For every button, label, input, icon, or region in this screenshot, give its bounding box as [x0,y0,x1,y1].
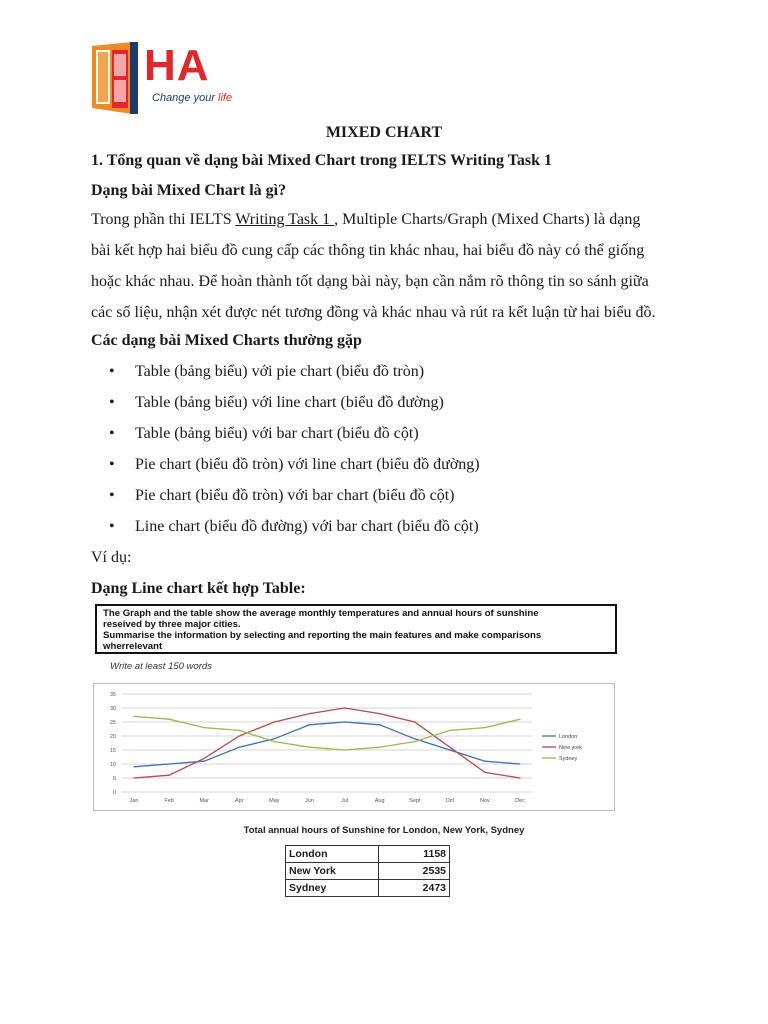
data-point [414,741,415,742]
y-tick-label: 0 [112,790,116,796]
company-logo [88,42,238,112]
data-point [204,758,205,759]
y-tick-label: 30 [109,706,116,712]
x-tick-label: Jan [129,798,139,804]
x-tick-label: Dec [515,798,525,804]
data-point [239,747,240,748]
data-point [168,775,169,776]
word-count-note: Write at least 150 words [110,661,212,672]
section-heading: 1. Tổng quan về dạng bài Mixed Chart trong IELTS Writing Task 1 [91,152,553,169]
table-row [286,846,450,863]
data-point [414,721,415,722]
y-tick-label: 5 [112,776,116,782]
table-row [286,880,450,897]
x-tick-label: Jun [305,798,314,804]
data-point [239,730,240,731]
list-item: • Table (bảng biểu) với bar chart (biểu đồ cột) [91,418,480,449]
data-point [309,747,310,748]
data-point [379,747,380,748]
data-point [204,727,205,728]
data-point [204,761,205,762]
list-item: • Line chart (biểu đồ đường) với bar chart (biểu đồ cột) [91,511,480,542]
logo-tagline: Change your life [152,92,233,104]
data-point [519,763,520,764]
y-tick-label: 20 [109,734,116,740]
subsection-heading-definition: Dạng bài Mixed Chart là gì? [91,182,287,199]
data-point [449,749,450,750]
y-tick-label: 35 [109,692,116,698]
writing-task-link[interactable]: Writing Task 1 [235,211,335,228]
series-line-sydney [134,716,520,750]
table-cell-city: Sydney [286,880,379,897]
series-line-new-york [134,708,520,778]
data-point [168,763,169,764]
logo-brand: HA [144,41,210,90]
line-chart-svg [94,684,614,810]
legend-label: New york [559,745,582,751]
table-row [286,863,450,880]
list-item: • Pie chart (biểu đồ tròn) với line chart (biểu đồ đường) [91,449,480,480]
data-point [414,738,415,739]
example-label: Ví dụ: [91,549,132,566]
data-point [379,713,380,714]
x-tick-label: Feb [164,798,174,804]
data-point [133,777,134,778]
door-logo-icon [88,42,144,114]
data-point [344,749,345,750]
data-point [484,727,485,728]
y-tick-label: 10 [109,762,116,768]
chart-type-list [91,356,480,542]
data-point [274,741,275,742]
data-point [168,719,169,720]
data-point [274,721,275,722]
data-point [133,766,134,767]
example-heading: Dạng Line chart kết hợp Table: [91,580,306,597]
list-item: • Table (bảng biểu) với pie chart (biểu đồ tròn) [91,356,480,387]
x-tick-label: Sept [409,798,421,804]
subsection-heading-types: Các dạng bài Mixed Charts thường gặp [91,332,362,349]
table-cell-hours: 2473 [379,880,450,897]
table-cell-city: New York [286,863,379,880]
task-prompt-box: The Graph and the table show the average monthly temperatures and annual hours of sunshine reseived by three major cities. Summarise the information by selecting and reporting the main features and make comparisons wherrelevant [95,604,617,654]
data-point [519,777,520,778]
data-point [484,761,485,762]
series-line-london [134,722,520,767]
x-tick-label: Oct [445,798,455,804]
legend-label: London [559,734,578,740]
data-point [449,730,450,731]
document-title: MIXED CHART [325,124,443,141]
x-tick-label: May [269,798,280,804]
legend-label: Sydney [559,756,578,762]
x-tick-label: Apr [234,798,244,804]
intro-paragraph: Trong phần thi IELTS Writing Task 1 , Multiple Charts/Graph (Mixed Charts) là dạng bài kết hợp hai biểu đồ cung cấp các thông tin khác nhau, hai biểu đồ này có thể giống hoặc khác nhau. Để hoàn thành tốt dạng bài này, bạn cần nắm rõ thông tin so sánh giữa các số liệu, nhận xét được nét tương đồng và khác nhau và rút ra kết luận từ hai biểu đồ. [91,211,656,321]
data-point [344,707,345,708]
list-item: • Pie chart (biểu đồ tròn) với bar chart (biểu đồ cột) [91,480,480,511]
data-point [239,735,240,736]
x-tick-label: Aug [374,798,385,804]
table-title: Total annual hours of Sunshine for London, New York, Sydney [243,825,525,836]
x-tick-label: Nov [480,798,490,804]
y-tick-label: 25 [109,720,116,726]
data-point [484,772,485,773]
data-point [274,738,275,739]
x-tick-label: Jul [341,798,349,804]
data-point [449,747,450,748]
data-point [379,724,380,725]
x-tick-label: Mar [199,798,209,804]
data-point [309,724,310,725]
data-point [133,716,134,717]
data-point [344,721,345,722]
table-cell-hours: 1158 [379,846,450,863]
list-item: • Table (bảng biểu) với line chart (biểu đồ đường) [91,387,480,418]
data-point [309,713,310,714]
sunshine-table [285,845,450,897]
data-point [519,719,520,720]
table-cell-city: London [286,846,379,863]
table-cell-hours: 2535 [379,863,450,880]
y-tick-label: 15 [109,748,116,754]
temperature-line-chart [93,683,615,811]
